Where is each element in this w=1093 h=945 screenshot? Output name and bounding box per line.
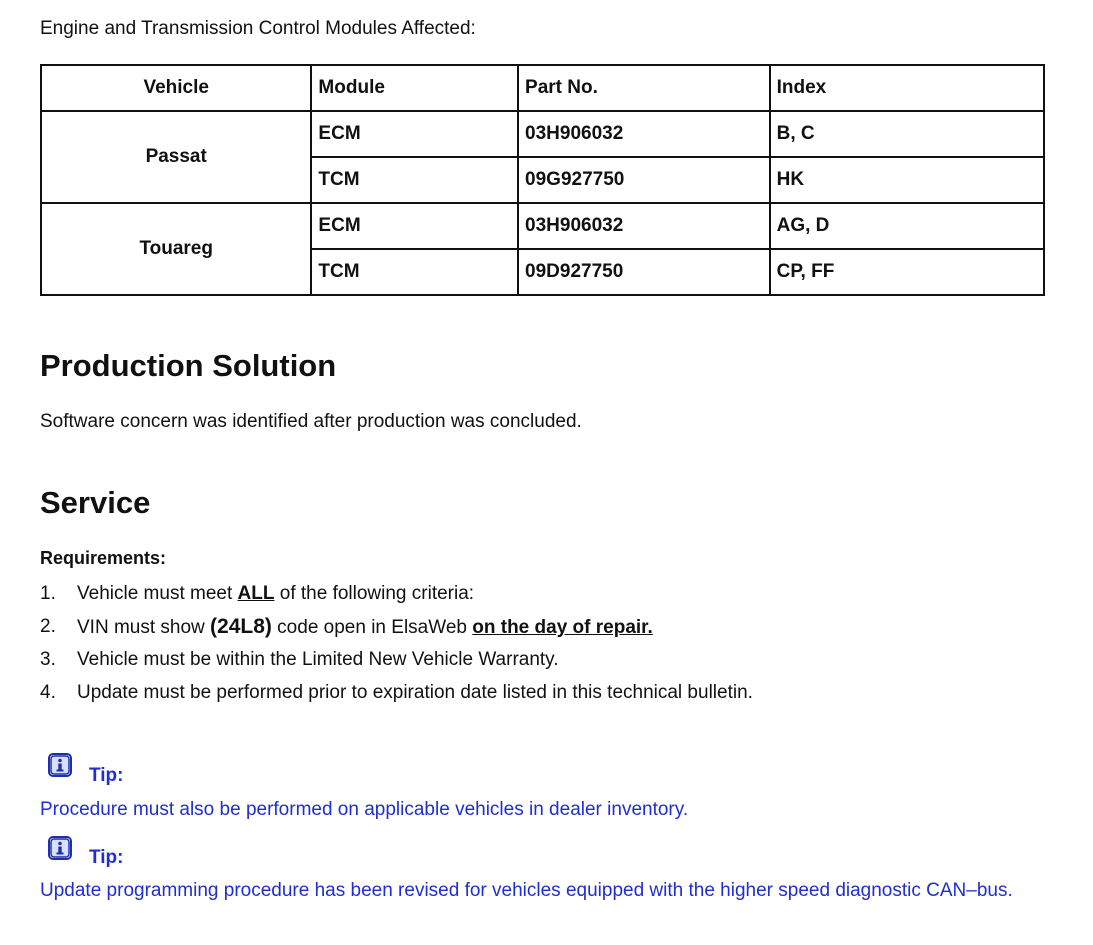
requirements-label: Requirements:	[40, 548, 167, 568]
production-text: Software concern was identified after production was concluded.	[40, 411, 582, 432]
intro-text: Engine and Transmission Control Modules Affected:	[40, 18, 476, 39]
item-text: code open in ElsaWeb	[271, 617, 473, 638]
index-cell: AG, D	[770, 203, 1044, 249]
modules-table	[40, 64, 1045, 296]
requirements-list	[40, 582, 753, 714]
list-item	[40, 681, 753, 714]
table-row	[41, 111, 1044, 157]
item-emphasis: on the day of repair.	[472, 617, 653, 638]
list-item	[40, 582, 753, 615]
index-cell: HK	[770, 157, 1044, 203]
module-cell: ECM	[311, 111, 518, 157]
service-heading: Service	[40, 485, 151, 520]
item-text: Update must be performed prior to expiration date listed in this technical bulletin.	[77, 682, 753, 703]
item-number: 2.	[40, 616, 56, 637]
list-item	[40, 648, 753, 681]
part-no-cell: 03H906032	[518, 111, 770, 157]
module-cell: TCM	[311, 157, 518, 203]
part-no-cell: 09G927750	[518, 157, 770, 203]
module-cell: TCM	[311, 249, 518, 295]
item-emphasis: ALL	[237, 583, 275, 604]
item-text: Vehicle must meet	[77, 583, 238, 604]
vin-code: (24L8)	[210, 615, 272, 638]
production-heading: Production Solution	[40, 348, 337, 383]
info-icon	[48, 836, 72, 860]
index-cell: B, C	[770, 111, 1044, 157]
item-text: of the following criteria:	[274, 583, 475, 604]
table-header-row	[41, 65, 1044, 111]
table-row	[41, 203, 1044, 249]
tip-label: Tip:	[89, 847, 124, 868]
header-vehicle: Vehicle	[41, 65, 311, 111]
item-text: VIN must show	[77, 617, 211, 638]
item-text: Vehicle must be within the Limited New Vehicle Warranty.	[77, 649, 559, 670]
item-number: 1.	[40, 583, 56, 604]
index-cell: CP, FF	[770, 249, 1044, 295]
tip-text: Update programming procedure has been revised for vehicles equipped with the higher speed diagnostic CAN–bus.	[40, 880, 1013, 901]
module-cell: ECM	[311, 203, 518, 249]
header-module: Module	[311, 65, 518, 111]
part-no-cell: 09D927750	[518, 249, 770, 295]
vehicle-cell: Passat	[41, 111, 311, 203]
item-number: 3.	[40, 649, 56, 670]
item-number: 4.	[40, 682, 56, 703]
header-part-no: Part No.	[518, 65, 770, 111]
list-item	[40, 615, 753, 648]
header-index: Index	[770, 65, 1044, 111]
info-icon	[48, 753, 72, 777]
tip-label: Tip:	[89, 765, 124, 786]
part-no-cell: 03H906032	[518, 203, 770, 249]
tip-text: Procedure must also be performed on applicable vehicles in dealer inventory.	[40, 799, 689, 820]
vehicle-cell: Touareg	[41, 203, 311, 295]
